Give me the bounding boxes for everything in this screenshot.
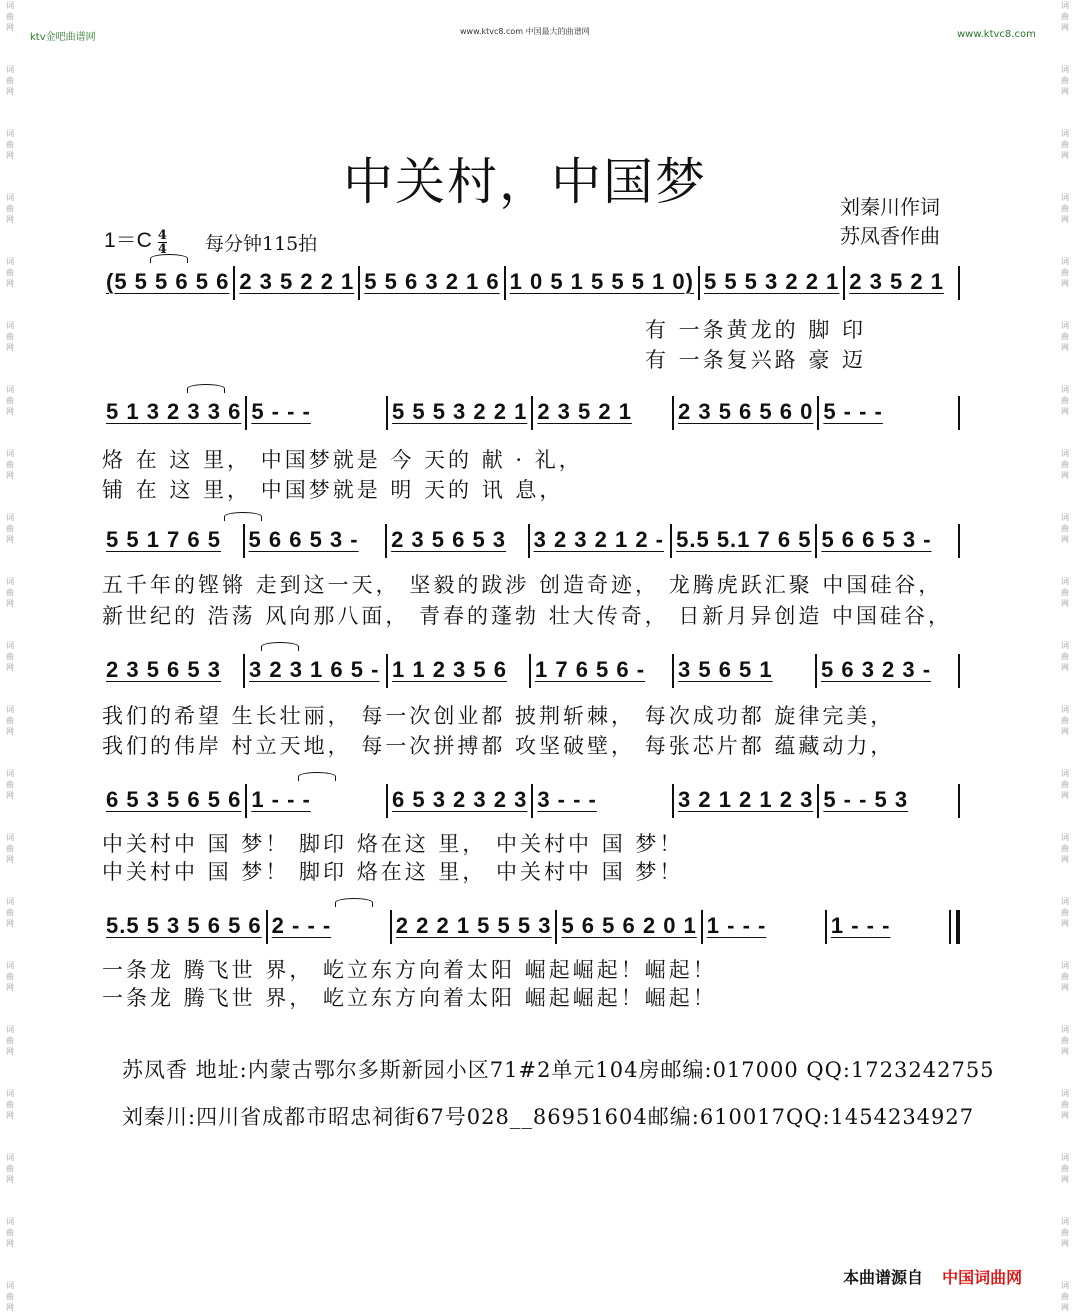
measure: 1 - - - <box>830 913 891 938</box>
side-watermark-text: 词曲网 <box>6 1025 14 1056</box>
side-watermark-text: 词曲网 <box>6 385 14 416</box>
side-watermark-text: 词曲网 <box>6 257 14 288</box>
measure: 1 1 2 3 5 6 <box>392 657 507 682</box>
measure: 5.5 5.1 7 6 5 <box>676 527 812 552</box>
side-watermark-text: 词曲网 <box>6 961 14 992</box>
side-watermark-text: 词曲网 <box>1061 65 1069 96</box>
key-signature <box>104 224 167 256</box>
side-watermark-text: 词曲网 <box>1061 705 1069 736</box>
measure: 1 0 5 1 5 5 5 1 0) <box>509 269 694 294</box>
notation-line <box>102 396 960 430</box>
lyric-verse-1: 我们的希望 生长壮丽， 每一次创业都 披荆斩棘， 每次成功都 旋律完美， <box>102 704 895 728</box>
lyric-verse-2: 新世纪的 浩荡 风向那八面， 青春的蓬勃 壮大传奇， 日新月异创造 中国硅谷， <box>102 604 953 628</box>
side-watermark-text: 词曲网 <box>6 513 14 544</box>
lyric-verse-2: 一条龙 腾飞世 界， 屹立东方向着太阳 崛起崛起！崛起！ <box>102 986 717 1010</box>
measure: 5 5 6 3 2 1 6 <box>364 269 500 294</box>
measure: 2 3 5 2 1 <box>537 399 632 424</box>
side-watermark-text: 词曲网 <box>6 129 14 160</box>
measure: 2 - - - <box>271 913 332 938</box>
measure: 1 - - - <box>251 787 311 812</box>
measure: 2 3 5 6 5 3 <box>391 527 507 552</box>
side-watermark-text: 词曲网 <box>6 1089 14 1120</box>
measure: 5 6 6 5 3 - <box>248 527 359 552</box>
measure: 2 3 5 6 5 6 0 <box>678 399 814 424</box>
side-watermark-text: 词曲网 <box>6 193 14 224</box>
measure: 5 1 3 2 3 3 6 <box>106 399 242 424</box>
time-signature <box>158 229 167 256</box>
slur-mark <box>298 772 336 781</box>
barline <box>958 524 960 558</box>
side-watermark-text: 词曲网 <box>1061 769 1069 800</box>
measure: 5 5 5 3 2 2 1 <box>703 269 840 294</box>
time-top: 4 <box>157 228 167 243</box>
tempo-marking: 每分钟115拍 <box>205 233 318 255</box>
side-watermark-text: 词曲网 <box>6 1281 14 1312</box>
measure: 3 2 1 2 1 2 3 <box>678 787 814 812</box>
measure: 2 3 5 2 2 1 <box>239 269 355 294</box>
slur-mark <box>150 254 188 263</box>
notation-line <box>102 524 960 558</box>
measure: 1 - - - <box>706 913 767 938</box>
measure: 5.5 5 3 5 6 5 6 <box>106 913 262 938</box>
measure: 2 3 5 2 1 <box>849 269 944 294</box>
side-watermark-text: 词曲网 <box>1061 257 1069 288</box>
measure: 5 - - - <box>251 399 311 424</box>
footer-address-2: 刘秦川:四川省成都市昭忠祠街67号028__86951604邮编:610017QQ:1454234927 <box>122 1105 975 1129</box>
source-label: 本曲谱源自 <box>843 1268 924 1287</box>
measure: 6 5 3 2 3 2 3 <box>392 787 528 812</box>
lyric-verse-2: 我们的伟岸 村立天地， 每一次拼搏都 攻坚破壁， 每张芯片都 蕴藏动力， <box>102 734 895 758</box>
song-title: 中关村，中国梦 <box>343 153 707 211</box>
side-watermark-text: 词曲网 <box>6 769 14 800</box>
slur-mark <box>335 898 373 907</box>
side-watermark-text: 词曲网 <box>6 449 14 480</box>
side-watermark-text: 词曲网 <box>1061 1281 1069 1312</box>
slur-mark <box>261 642 299 651</box>
composer-credit: 苏凤香作曲 <box>840 224 940 248</box>
side-watermark-text: 词曲网 <box>1061 513 1069 544</box>
notation-line <box>102 910 960 944</box>
footer-address-1: 苏凤香 地址:内蒙古鄂尔多斯新园小区71#2单元104房邮编:017000 QQ:1723242755 <box>122 1058 995 1082</box>
measure: 6 5 3 5 6 5 6 <box>106 787 242 812</box>
measure: 5 6 6 5 3 - <box>821 527 932 552</box>
side-watermark-text: 词曲网 <box>6 1217 14 1248</box>
lyric-verse-1: 中关村中 国 梦！ 脚印 烙在这 里， 中关村中 国 梦！ <box>102 832 684 856</box>
measure: 1 7 6 5 6 - <box>535 657 646 682</box>
key-label: 1＝C <box>104 229 152 252</box>
side-watermark-text: 词曲网 <box>6 577 14 608</box>
slur-mark <box>224 512 262 521</box>
measure: 2 2 2 1 5 5 5 3 <box>395 913 552 938</box>
slur-mark <box>187 384 225 393</box>
side-watermark-text: 词曲网 <box>1061 641 1069 672</box>
side-watermark-text: 词曲网 <box>6 1153 14 1184</box>
measure: 5 - - 5 3 <box>823 787 909 812</box>
measure: 2 3 5 6 5 3 <box>106 657 221 682</box>
side-watermark-text: 词曲网 <box>1061 321 1069 352</box>
side-watermark-text: 词曲网 <box>6 1 14 32</box>
side-watermark-text: 词曲网 <box>6 65 14 96</box>
barline <box>958 396 960 430</box>
side-watermark-text: 词曲网 <box>1061 449 1069 480</box>
measure: 3 2 3 1 6 5 - <box>249 657 380 682</box>
side-watermark-text: 词曲网 <box>1061 1 1069 32</box>
measure: 3 5 6 5 1 <box>678 657 773 682</box>
side-watermark-text: 词曲网 <box>1061 193 1069 224</box>
notation-line <box>102 784 960 818</box>
side-watermark-text: 词曲网 <box>6 705 14 736</box>
side-watermark-text: 词曲网 <box>1061 897 1069 928</box>
measure: 3 - - - <box>537 787 597 812</box>
source-site-link[interactable]: 中国词曲网 <box>942 1268 1023 1287</box>
lyric-verse-2: 中关村中 国 梦！ 脚印 烙在这 里， 中关村中 国 梦！ <box>102 860 684 884</box>
header-watermark-center: www.ktvc8.com 中国最大的曲谱网 <box>460 27 590 36</box>
time-bottom: 4 <box>157 242 167 257</box>
measure: 5 6 3 2 3 - <box>821 657 932 682</box>
source-credit <box>843 1265 1022 1288</box>
side-watermark-text: 词曲网 <box>6 321 14 352</box>
final-barline <box>949 910 960 944</box>
side-watermark-text: 词曲网 <box>1061 129 1069 160</box>
notation-line <box>102 266 960 300</box>
measure: 5 5 1 7 6 5 <box>106 527 221 552</box>
side-watermark-text: 词曲网 <box>1061 1217 1069 1248</box>
barline <box>958 654 960 688</box>
side-watermark-text: 词曲网 <box>1061 385 1069 416</box>
side-watermark-text: 词曲网 <box>1061 1025 1069 1056</box>
right-watermark-strip <box>1058 0 1072 1313</box>
left-watermark-strip <box>3 0 17 1313</box>
lyricist-credit: 刘秦川作词 <box>840 195 940 219</box>
measure: (5 5 5 6 5 6 <box>106 269 230 294</box>
lyric-verse-1: 一条龙 腾飞世 界， 屹立东方向着太阳 崛起崛起！崛起！ <box>102 958 717 982</box>
side-watermark-text: 词曲网 <box>1061 961 1069 992</box>
lyric-verse-2: 有 一条复兴路 豪 迈 <box>645 348 867 372</box>
lyric-verse-2: 铺 在 这 里， 中国梦就是 明 天的 讯 息， <box>102 478 564 502</box>
measure: 5 5 5 3 2 2 1 <box>392 399 528 424</box>
measure: 5 6 5 6 2 0 1 <box>561 913 697 938</box>
measure: 5 - - - <box>823 399 883 424</box>
side-watermark-text: 词曲网 <box>1061 577 1069 608</box>
side-watermark-text: 词曲网 <box>6 641 14 672</box>
header-watermark-left: ktv金吧曲谱网 <box>30 32 96 43</box>
lyric-verse-1: 烙 在 这 里， 中国梦就是 今 天的 献 · 礼， <box>102 448 583 472</box>
side-watermark-text: 词曲网 <box>1061 833 1069 864</box>
barline <box>958 784 960 818</box>
lyric-verse-1: 五千年的铿锵 走到这一天， 坚毅的跋涉 创造奇迹， 龙腾虎跃汇聚 中国硅谷， <box>102 573 943 597</box>
header-watermark-right: www.ktvc8.com <box>957 29 1036 40</box>
side-watermark-text: 词曲网 <box>1061 1089 1069 1120</box>
measure: 3 2 3 2 1 2 - <box>533 527 665 552</box>
side-watermark-text: 词曲网 <box>6 897 14 928</box>
notation-line <box>102 654 960 688</box>
lyric-verse-1: 有 一条黄龙的 脚 印 <box>645 318 867 342</box>
barline <box>958 266 960 300</box>
side-watermark-text: 词曲网 <box>6 833 14 864</box>
side-watermark-text: 词曲网 <box>1061 1153 1069 1184</box>
